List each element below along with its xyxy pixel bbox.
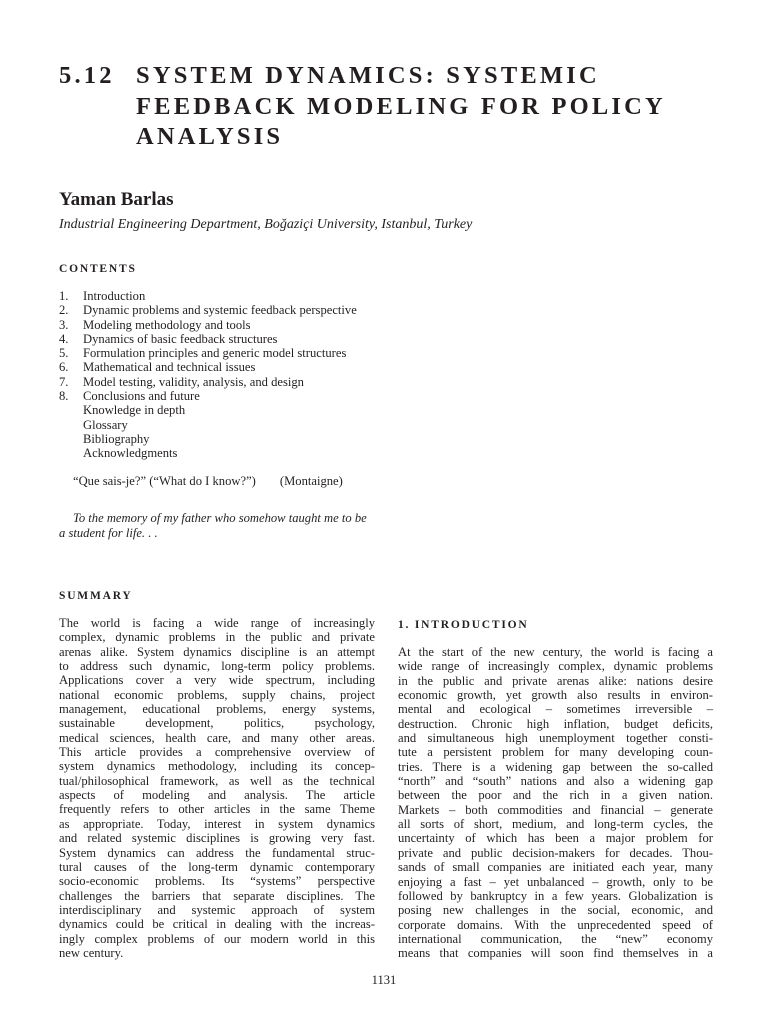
toc-item-number: 2. [59,303,69,318]
text-line: socio-economic problems. Its “systems” perspective [59,874,375,889]
text-line: ingly complex problems of our modern world in this [59,931,375,946]
text-line: tural causes of the long-term dynamic contemporary [59,859,375,874]
chapter-number: 5.12 [59,62,115,89]
text-line: sustainable development, politics, psychology, [59,716,375,731]
introduction-heading: 1. INTRODUCTION [398,619,529,631]
text-line: tries. There is a widening gap between the so-called [398,759,713,774]
toc-item [59,389,357,403]
toc-item [59,303,357,317]
text-line: posing new challenges in the social, economic, and [398,903,713,918]
toc-item-label: Model testing, validity, analysis, and design [83,374,304,389]
dedication-line: a student for life. . . [59,526,158,540]
toc-item [59,346,357,360]
toc-item-number [59,446,83,460]
text-line: national economic problems, supply chains, project [59,687,375,702]
toc-item [59,289,357,303]
dedication-line: To the memory of my father who somehow taught me to be [73,511,367,525]
toc-item [59,318,357,332]
chapter-title-line: FEEDBACK MODELING FOR POLICY [136,92,666,120]
toc-item-label: Bibliography [83,431,150,446]
text-line: At the start of the new century, the world is facing a [398,645,713,659]
text-line: as appropriate. Today, interest in system dynamics [59,816,375,831]
toc-item-number: 3. [59,317,69,332]
toc-item-label: Acknowledgments [83,446,178,461]
text-line: frequently refers to other articles in the same Theme [59,802,375,817]
text-line: uncertainty of which has been a major problem for [398,831,713,846]
toc-item-number: 8. [59,389,69,404]
text-line: complex, dynamic problems in the public and private [59,630,375,645]
text-line: aspects of modeling and analysis. The article [59,788,375,803]
text-line: economic growth, yet growth also results in environ- [398,688,713,703]
text-line: mental and ecological – sometimes irreversible – [398,702,713,717]
toc-item-number: 6. [59,360,69,375]
text-line: destruction. Chronic high inflation, budget deficits, [398,716,713,731]
toc-item-number [59,418,83,432]
text-line: “north” and “south” nations and also a widening gap [398,774,713,789]
toc-item [59,375,357,389]
chapter-title-line: SYSTEM DYNAMICS: SYSTEMIC [136,62,600,89]
toc-item-label: Knowledge in depth [83,403,186,418]
toc-item-label: Conclusions and future [83,389,200,404]
text-line: international communication, the “new” economy [398,931,713,946]
summary-body [59,616,375,960]
toc-item-label: Mathematical and technical issues [83,360,256,375]
toc-item-number [59,432,83,446]
epigraph [73,474,343,489]
toc-item [59,332,357,346]
toc-item [59,403,357,417]
table-of-contents [59,289,357,461]
text-line: challenges the barriers that separate disciplines. The [59,888,375,903]
toc-item-label: Dynamic problems and systemic feedback perspective [83,303,357,318]
toc-item-label: Dynamics of basic feedback structures [83,331,278,346]
toc-item-number [59,403,83,417]
text-line: management, educational problems, energy systems, [59,702,375,717]
text-line: means that companies will soon find themselves in a [398,946,713,961]
toc-item-number: 7. [59,374,69,389]
text-line: corporate domains. With the unprecedented speed of [398,917,713,932]
text-line: tual/philosophical framework, as well as the technical [59,773,375,788]
text-line: Applications cover a very wide spectrum, including [59,673,375,688]
epigraph-source: (Montaigne) [279,474,343,488]
epigraph-quote: “Que sais-je?” (“What do I know?”) [73,474,256,488]
text-line: between the poor and the rich in a given nation. [398,788,713,803]
toc-item-label: Formulation principles and generic model structures [83,346,347,361]
text-line: medical sciences, health care, and many other areas. [59,730,375,745]
text-line: and simultaneous high unemployment together consti- [398,731,713,746]
text-line: The world is facing a wide range of increasingly [59,616,375,630]
toc-item [59,418,357,432]
chapter-title [136,61,736,153]
text-line: to address such dynamic, long-term policy problems. [59,659,375,674]
text-line: dynamics could be critical in dealing with the increas- [59,917,375,932]
text-line: interdisciplinary and systemic approach of system [59,902,375,917]
toc-item [59,360,357,374]
introduction-body [398,645,713,961]
toc-item-number: 5. [59,346,69,361]
author-affiliation: Industrial Engineering Department, Boğaziçi University, Istanbul, Turkey [59,217,473,232]
text-line: system dynamics methodology, including its concep- [59,759,375,774]
text-line: in the public and private arenas alike: nations desire [398,673,713,688]
text-line: private and public decision-makers for decades. Thou- [398,845,713,860]
toc-item-number: 1. [59,289,69,303]
page-number: 1131 [371,973,397,987]
toc-item-label: Introduction [83,289,146,303]
text-line: enjoying a fast – yet unbalanced – growth, only to be [398,874,713,889]
text-line: tute a persistent problem for many developing coun- [398,745,713,760]
toc-item-label: Glossary [83,417,128,432]
summary-heading: SUMMARY [59,590,133,602]
text-line: followed by bankruptcy in a few years. Globalization is [398,888,713,903]
toc-item [59,446,357,460]
text-line: all sorts of short, medium, and long-term cycles, the [398,817,713,832]
text-line: new century. [59,945,124,960]
toc-item-label: Modeling methodology and tools [83,317,251,332]
author-name: Yaman Barlas [59,189,174,210]
text-line: This article provides a comprehensive overview of [59,745,375,760]
text-line: Markets – both commodities and financial – generate [398,802,713,817]
text-line: System dynamics can address the fundamental struc- [59,845,375,860]
text-line: sands of small companies are initiated each year, many [398,860,713,875]
chapter-title-line: ANALYSIS [136,123,284,150]
toc-item [59,432,357,446]
text-line: and related systemic disciplines is growing very fast. [59,831,375,846]
toc-item-number: 4. [59,331,69,346]
text-line: wide range of increasingly complex, dynamic problems [398,659,713,674]
text-line: arenas alike. System dynamics discipline is an attempt [59,644,375,659]
contents-heading: CONTENTS [59,263,137,275]
dedication [59,511,389,541]
